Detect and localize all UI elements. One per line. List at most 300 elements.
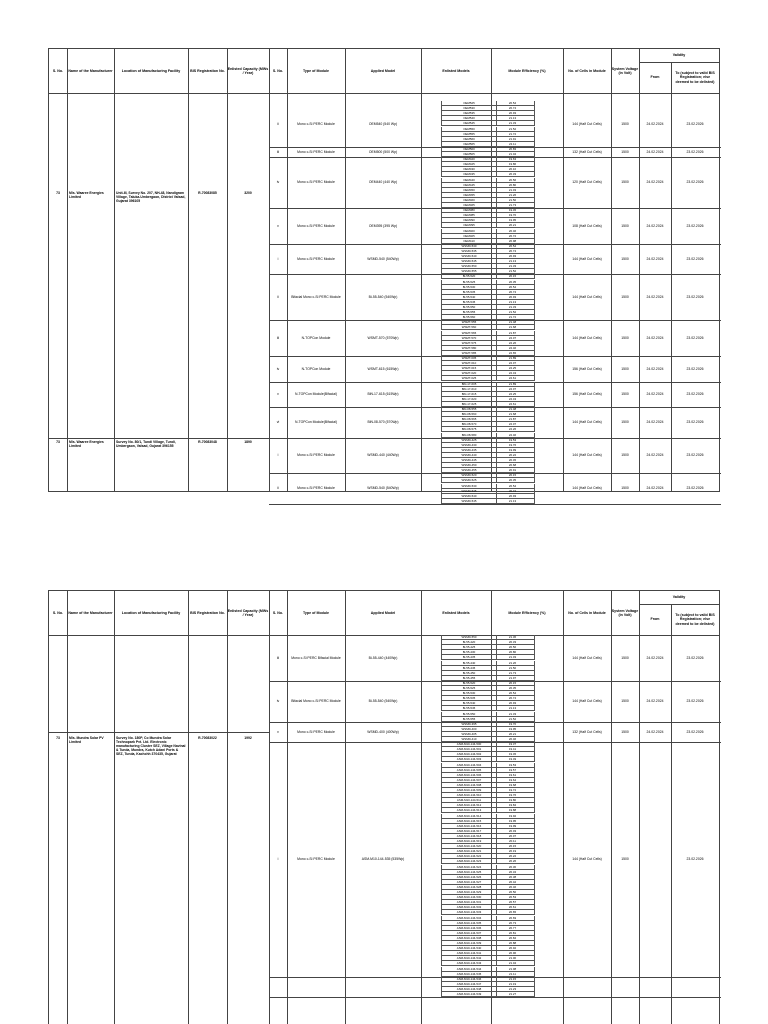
enlisted-model: ASM-M10-144-518 — [441, 834, 497, 839]
enlisted-model: OEM410 — [441, 239, 497, 244]
module-efficiency: 21.52 — [491, 127, 535, 132]
enlisted-model: OEM385 — [441, 213, 497, 218]
header-divider — [49, 93, 719, 94]
sub-serial-number: iii — [276, 655, 280, 660]
enlisted-model: ASM-M10-144-507 — [441, 778, 497, 783]
module-efficiency: 21.26 — [491, 193, 535, 198]
applied-model: Bi-55-440 (440Wp) — [368, 655, 398, 660]
module-type: Mono c-Si PERC Module — [297, 223, 335, 228]
enlisted-model: WSMD-400 — [441, 727, 497, 732]
header-location: Location of Manufacturing Facility — [121, 610, 181, 615]
module-efficiency: 20.30 — [491, 865, 535, 870]
enlisted-model: WSMD-455 — [441, 468, 497, 473]
module-efficiency: 20.84 — [491, 936, 535, 941]
module-efficiency: 19.37 — [491, 742, 535, 747]
enlisted-model: WSMD-520 — [441, 473, 497, 478]
enlisted-model: BiN-17-615 — [441, 392, 497, 397]
sub-serial-number: iii — [276, 149, 280, 154]
enlisted-model: BiN-17-610 — [441, 387, 497, 392]
module-type: Mono c-Si PERC Module — [297, 453, 335, 458]
valid-from: 24.02.2024 — [646, 699, 664, 704]
module-efficiency: 20.74 — [491, 290, 535, 295]
module-efficiency: 22.11 — [491, 142, 535, 147]
module-efficiency: 19.63 — [491, 157, 535, 162]
enlisted-model: BiN-08-560 — [441, 412, 497, 417]
valid-to: 23.02.2026 — [686, 180, 704, 185]
module-efficiency: 20.68 — [491, 463, 535, 468]
sub-serial-number: i — [277, 453, 279, 458]
module-efficiency: 22.65 — [491, 351, 535, 356]
header-sub-s-no: S. No. — [272, 68, 284, 73]
module-efficiency: 21.52 — [491, 269, 535, 274]
enlisted-model: ASM-M10-144-528 — [441, 885, 497, 890]
enlisted-model: Bi-55-520 — [441, 681, 497, 686]
enlisted-model: Bi-55-425 — [441, 645, 497, 650]
cell-count: 120 (Half Cut Cells) — [572, 180, 602, 185]
manufacturing-location: Survey No. 180P, Co Mundra Solar Technopark Pvt. Ltd. Electronic manufacturing Cluster SEZ, Village Navinal & Tunda, Mundra, Kutch Adani Ports & SEZ, Tunda, Kachchh 370435, Gujarat — [116, 736, 186, 757]
enlisted-model: ASM-M10-144-542 — [441, 956, 497, 961]
module-efficiency: 20.34 — [491, 870, 535, 875]
enlisted-model: OEM465 — [441, 203, 497, 208]
enlisted-model: WSMD-550 — [441, 635, 497, 640]
system-voltage: 1500 — [621, 295, 629, 300]
enlisted-model: WSMT-570 — [441, 336, 497, 341]
enlisted-model: ASM-M10-144-530 — [441, 895, 497, 900]
cell-count: 156 (Half Cut Cells) — [572, 392, 602, 397]
column-divider — [421, 591, 422, 1024]
module-efficiency: 21.03 — [491, 655, 535, 660]
bis-registration: R-70083048 — [198, 439, 217, 444]
enlisted-model: Bi-55-525 — [441, 280, 497, 285]
header-applied: Applied Model — [370, 68, 396, 73]
enlisted-model: WSMD-530 — [441, 244, 497, 249]
module-efficiency: 21.87 — [491, 331, 535, 336]
valid-from: 24.02.2024 — [646, 655, 664, 660]
enlisted-model: ASM-M10-144-533 — [441, 910, 497, 915]
module-type: Mono c-Si PERC Module — [297, 121, 335, 126]
module-efficiency: 20.98 — [491, 239, 535, 244]
module-efficiency: 19.84 — [491, 803, 535, 808]
module-efficiency: 20.93 — [491, 494, 535, 499]
enlisted-model: WSMD-410 — [441, 737, 497, 742]
enlisted-model: WSMT-575 — [441, 341, 497, 346]
enlisted-model: OEM530 — [441, 106, 497, 111]
module-efficiency: 21.26 — [491, 661, 535, 666]
enlisted-model: WSMT-580 — [441, 346, 497, 351]
cell-count: 144 (Half Cut Cells) — [572, 256, 602, 261]
module-efficiency: 19.41 — [491, 747, 535, 752]
enlisted-model: BiN-08-565 — [441, 417, 497, 422]
module-type: Mono c-Si PERC Module — [297, 256, 335, 261]
cell-count: 132 (Half Cut Cells) — [572, 729, 602, 734]
applied-model: WSMD-440 (440Wp) — [367, 453, 399, 458]
enlisted-model: OEM565 — [441, 142, 497, 147]
cell-count: 132 (Half Cut Cells) — [572, 149, 602, 154]
enlisted-model: WSMD-425 — [441, 438, 497, 443]
enlisted-model: ASM-M10-144-513 — [441, 808, 497, 813]
module-efficiency: 20.46 — [491, 229, 535, 234]
validity-divider — [639, 62, 719, 63]
cell-count: 144 (Half Cut Cells) — [572, 453, 602, 458]
enlisted-model: OEM400 — [441, 229, 497, 234]
enlisted-model: ASM-M10-144-508 — [441, 783, 497, 788]
enlisted-capacity: 1890 — [244, 439, 252, 444]
module-type: Bifacial Mono c-Si PERC Module — [291, 295, 341, 300]
enlisted-model: ASM-M10-144-525 — [441, 870, 497, 875]
enlisted-model: Bi-55-440 — [441, 661, 497, 666]
module-efficiency: 21.89 — [491, 356, 535, 361]
entry-divider — [49, 732, 269, 733]
module-efficiency: 20.45 — [491, 458, 535, 463]
enlisted-model: OEM560 — [441, 137, 497, 142]
header-location: Location of Manufacturing Facility — [121, 68, 181, 73]
enlisted-model: ASM-M10-144-539 — [441, 941, 497, 946]
enlisted-model: BiN-08-575 — [441, 427, 497, 432]
enlisted-model: ASM-M10-144-500 — [441, 742, 497, 747]
applied-model: WSMT-615 (615Wp) — [367, 366, 399, 371]
enlisted-model: ASM-M10-144-531 — [441, 900, 497, 905]
module-efficiency: 20.74 — [491, 249, 535, 254]
column-divider — [67, 49, 68, 491]
enlisted-model: WSMD-550 — [441, 264, 497, 269]
system-voltage: 1500 — [621, 420, 629, 425]
module-efficiency: 20.35 — [491, 478, 535, 483]
manufacturer-name: M/s. Waaree Energies Limited — [69, 191, 104, 200]
header-sub-s-no: S. No. — [272, 610, 284, 615]
valid-from: 24.02.2024 — [646, 486, 664, 491]
applied-model: WSMD-540 (540Wp) — [367, 486, 399, 491]
module-efficiency: 21.87 — [491, 417, 535, 422]
module-type: Mono c-Si PERC Bifacial Module — [291, 655, 341, 660]
header-manufacturer: Name of the Manufacturer — [68, 610, 113, 615]
module-efficiency: 20.22 — [491, 854, 535, 859]
enlisted-model: ASM-M10-144-548 — [441, 987, 497, 992]
module-efficiency: 19.53 — [491, 763, 535, 768]
module-efficiency: 20.74 — [491, 106, 535, 111]
module-efficiency: 20.38 — [491, 875, 535, 880]
enlisted-model: Bi-55-435 — [441, 655, 497, 660]
module-efficiency: 21.36 — [491, 635, 535, 640]
enlisted-model: BiN-17-605 — [441, 382, 497, 387]
valid-from: 24.02.2024 — [646, 366, 664, 371]
module-efficiency: 20.46 — [491, 885, 535, 890]
system-voltage: 1500 — [621, 857, 629, 862]
module-type: Mono c-Si PERC Module — [297, 149, 335, 154]
enlisted-model: WSMD-435 — [441, 448, 497, 453]
module-efficiency: 20.74 — [491, 696, 535, 701]
valid-to: 23.02.2026 — [686, 149, 704, 154]
column-divider — [227, 591, 228, 1024]
system-voltage: 1500 — [621, 336, 629, 341]
enlisted-model: WSMT-555 — [441, 320, 497, 325]
enlisted-model: ASM-M10-144-519 — [441, 839, 497, 844]
module-efficiency: 21.48 — [491, 407, 535, 412]
bis-registration: R-70083022 — [198, 736, 217, 741]
system-voltage: 1500 — [621, 149, 629, 154]
enlisted-model: OEM390 — [441, 218, 497, 223]
module-efficiency: 21.52 — [491, 717, 535, 722]
module-efficiency: 21.27 — [491, 992, 535, 997]
enlisted-model: WSMD-430 — [441, 443, 497, 448]
module-efficiency: 20.15 — [491, 844, 535, 849]
module-efficiency: 22.46 — [491, 346, 535, 351]
module-efficiency: 19.61 — [491, 773, 535, 778]
valid-from: 24.02.2024 — [646, 149, 664, 154]
valid-from — [639, 742, 671, 977]
enlisted-model: ASM-M10-144-546 — [441, 977, 497, 982]
cell-count: 108 (Half Cut Cells) — [572, 223, 602, 228]
validity-divider — [639, 604, 719, 605]
column-divider — [227, 49, 228, 491]
module-efficiency: 20.35 — [491, 686, 535, 691]
enlisted-model: ASM-M10-144-501 — [441, 747, 497, 752]
enlisted-model: Bi-55-430 — [441, 650, 497, 655]
module-efficiency: 22.26 — [491, 427, 535, 432]
header-from: From — [650, 617, 660, 622]
module-efficiency: 20.83 — [491, 147, 535, 152]
module-efficiency: 21.73 — [491, 671, 535, 676]
enlisted-model: ASM-M10-144-534 — [441, 916, 497, 921]
module-efficiency: 20.53 — [491, 895, 535, 900]
module-efficiency: 20.96 — [491, 951, 535, 956]
enlisted-model: ASM-M10-144-503 — [441, 757, 497, 762]
module-efficiency: 20.54 — [491, 691, 535, 696]
enlisted-model: OEM525 — [441, 101, 497, 106]
valid-to: 23.02.2026 — [686, 699, 704, 704]
module-type: N-TOPCon Module(Bifacial) — [295, 392, 337, 397]
module-type: Mono c-Si PERC Module — [297, 180, 335, 185]
applied-model: WSMT-570 (570Wp) — [367, 336, 399, 341]
enlisted-model: Bi-55-535 — [441, 290, 497, 295]
serial-number: 73 — [56, 736, 60, 741]
module-efficiency: 19.57 — [491, 768, 535, 773]
module-efficiency: 20.46 — [491, 737, 535, 742]
enlisted-model: ASM-M10-144-543 — [441, 961, 497, 966]
column-divider — [188, 49, 189, 491]
module-efficiency: 21.13 — [491, 499, 535, 504]
system-voltage: 1500 — [621, 121, 629, 126]
module-efficiency: 19.99 — [491, 824, 535, 829]
module-efficiency: 22.07 — [491, 336, 535, 341]
module-efficiency: 21.13 — [491, 116, 535, 121]
enlisted-model: WSMD-445 — [441, 458, 497, 463]
module-efficiency: 20.65 — [491, 910, 535, 915]
enlisted-model: OEM505 — [441, 152, 497, 157]
enlisted-model: OEM500 — [441, 147, 497, 152]
module-efficiency: 21.04 — [491, 152, 535, 157]
valid-to: 23.02.2026 — [686, 121, 704, 126]
module-efficiency: 21.13 — [491, 300, 535, 305]
module-efficiency: 21.68 — [491, 325, 535, 330]
enlisted-model: Bi-55-520 — [441, 274, 497, 279]
enlisted-model: Bi-55-540 — [441, 701, 497, 706]
module-efficiency: 22.46 — [491, 433, 535, 438]
module-efficiency: 22.25 — [491, 392, 535, 397]
enlisted-model: Bi-55-550 — [441, 305, 497, 310]
enlisted-model: Bi-55-545 — [441, 300, 497, 305]
module-efficiency: 19.95 — [491, 819, 535, 824]
enlisted-model: ASM-M10-144-517 — [441, 829, 497, 834]
cell-count: 144 (Half Cut Cells) — [572, 121, 602, 126]
valid-to: 23.02.2026 — [686, 453, 704, 458]
manufacturer-name: M/s. Waaree Energies Limited — [69, 439, 104, 448]
header-to: To (subject to valid BIS Registration; else deemed to be delisted) — [675, 70, 715, 84]
applied-model: ASM-M10-144-535 (535Wp) — [361, 857, 405, 862]
enlisted-model: WSMT-625 — [441, 376, 497, 381]
module-efficiency: 20.21 — [491, 732, 535, 737]
enlisted-model: BiN-17-620 — [441, 397, 497, 402]
enlisted-model: ASM-M10-144-514 — [441, 814, 497, 819]
module-efficiency: 21.23 — [491, 987, 535, 992]
valid-from: 24.02.2024 — [646, 392, 664, 397]
valid-from: 24.02.2024 — [646, 420, 664, 425]
enlisted-model: Bi-55-540 — [441, 295, 497, 300]
enlisted-model: OEM555 — [441, 132, 497, 137]
enlisted-model: ASM-M10-144-510 — [441, 793, 497, 798]
header-s-no: S. No. — [52, 68, 64, 73]
header-validity: Validity — [672, 595, 686, 600]
enlisted-model: Bi-55-525 — [441, 686, 497, 691]
valid-from: 24.02.2024 — [646, 256, 664, 261]
module-efficiency: 19.49 — [491, 757, 535, 762]
valid-from: 24.02.2024 — [646, 295, 664, 300]
applied-model: BiN-17-615 (615Wp) — [367, 392, 399, 397]
header-capacity: Enlisted Capacity (MWs / Year) — [227, 608, 269, 617]
module-efficiency: 20.91 — [491, 468, 535, 473]
module-efficiency: 21.97 — [491, 676, 535, 681]
enlisted-model: ASM-M10-144-512 — [441, 803, 497, 808]
valid-from: 24.02.2024 — [646, 121, 664, 126]
module-efficiency: 21.33 — [491, 264, 535, 269]
header-applied: Applied Model — [370, 610, 396, 615]
module-efficiency: 20.69 — [491, 916, 535, 921]
sub-serial-number: iii — [276, 336, 280, 341]
enlisted-model: OEM540 — [441, 116, 497, 121]
enlisted-model: OEM380 — [441, 208, 497, 213]
module-efficiency: 21.13 — [491, 259, 535, 264]
enlisted-model: ASM-M10-144-520 — [441, 844, 497, 849]
enlisted-model: OEM545 — [441, 121, 497, 126]
header-type: Type of Module — [302, 68, 330, 73]
enlisted-model: OEM550 — [441, 127, 497, 132]
bis-registration: R-70083085 — [198, 191, 217, 195]
enlisted-model: WSMD-540 — [441, 494, 497, 499]
module-efficiency: 20.61 — [491, 905, 535, 910]
enlisted-model: WSMT-620 — [441, 371, 497, 376]
cell-count: 144 (Half Cut Cells) — [572, 486, 602, 491]
module-efficiency: 22.61 — [491, 402, 535, 407]
enlisted-model: ASM-M10-144-526 — [441, 875, 497, 880]
module-efficiency: 21.33 — [491, 121, 535, 126]
valid-to: 23.02.2026 — [686, 655, 704, 660]
enlisted-model: Bi-55-445 — [441, 666, 497, 671]
valid-to: 23.02.2026 — [686, 223, 704, 228]
cell-count: 144 (Half Cut Cells) — [572, 857, 602, 862]
valid-to: 23.02.2026 — [686, 857, 704, 862]
valid-to: 23.02.2026 — [686, 420, 704, 425]
valid-to: 23.02.2026 — [686, 295, 704, 300]
module-efficiency: 19.99 — [491, 448, 535, 453]
module-efficiency: 21.03 — [491, 188, 535, 193]
enlisted-model: ASM-M10-144-524 — [441, 865, 497, 870]
module-efficiency: 20.54 — [491, 101, 535, 106]
module-type: N-TOPCon Module — [301, 336, 331, 341]
enlisted-model: BiN-08-580 — [441, 433, 497, 438]
enlisted-model: WSMD-555 — [441, 269, 497, 274]
enlisted-model: OEM450 — [441, 188, 497, 193]
system-voltage: 1500 — [621, 256, 629, 261]
enlisted-model: ASM-M10-144-547 — [441, 982, 497, 987]
module-efficiency: 19.72 — [491, 788, 535, 793]
module-efficiency: 20.42 — [491, 880, 535, 885]
enlisted-model: ASM-M10-144-515 — [441, 819, 497, 824]
module-efficiency: 22.61 — [491, 376, 535, 381]
module-type: N-TOPCon Module(Bifacial) — [295, 420, 337, 425]
header-voltage: System Voltage (in Volt) — [611, 608, 639, 617]
enlisted-model: WSMT-605 — [441, 356, 497, 361]
enlisted-model: ASM-M10-144-511 — [441, 798, 497, 803]
enlisted-model: OEM420 — [441, 157, 497, 162]
system-voltage: 1500 — [621, 699, 629, 704]
module-efficiency: 19.70 — [491, 722, 535, 727]
module-efficiency: 19.95 — [491, 727, 535, 732]
module-efficiency: 20.57 — [491, 900, 535, 905]
column-divider — [67, 591, 68, 1024]
system-voltage: 1500 — [621, 729, 629, 734]
enlisted-model: ASM-M10-144-540 — [441, 946, 497, 951]
serial-number: 73 — [56, 439, 60, 444]
module-efficiency: 21.11 — [491, 972, 535, 977]
header-s-no: S. No. — [52, 610, 64, 615]
module-efficiency: 20.77 — [491, 926, 535, 931]
cell-count: 144 (Half Cut Cells) — [572, 655, 602, 660]
enlisted-model: WSMT-585 — [441, 351, 497, 356]
module-efficiency: 20.21 — [491, 223, 535, 228]
module-efficiency: 21.48 — [491, 320, 535, 325]
sub-serial-number: iv — [276, 699, 280, 704]
header-efficiency: Module Efficiency (%) — [508, 68, 546, 73]
header-to: To (subject to valid BIS Registration; else deemed to be delisted) — [675, 612, 715, 626]
module-efficiency: 20.35 — [491, 280, 535, 285]
applied-model: OEM395 (395 Wp) — [368, 223, 398, 228]
valid-to: 23.02.2026 — [686, 392, 704, 397]
module-efficiency: 21.52 — [491, 310, 535, 315]
module-efficiency: 20.88 — [491, 941, 535, 946]
enlisted-model: BiN-08-570 — [441, 422, 497, 427]
row-divider — [269, 504, 721, 505]
module-efficiency: 19.88 — [491, 808, 535, 813]
manufacturer-name: M/s. Mundra Solar PV Limited — [69, 736, 104, 745]
enlisted-model: OEM395 — [441, 223, 497, 228]
enlisted-model: BiN-17-625 — [441, 402, 497, 407]
module-efficiency: 21.13 — [491, 706, 535, 711]
header-from: From — [650, 75, 660, 80]
module-efficiency: 20.93 — [491, 295, 535, 300]
module-efficiency: 21.00 — [491, 956, 535, 961]
table-page-1 — [48, 48, 720, 503]
column-divider — [188, 591, 189, 1024]
column-divider — [421, 49, 422, 491]
module-efficiency: 21.19 — [491, 982, 535, 987]
valid-to: 23.02.2026 — [686, 366, 704, 371]
module-efficiency: 21.15 — [491, 977, 535, 982]
enlisted-model: WSMD-440 — [441, 453, 497, 458]
module-efficiency: 21.33 — [491, 712, 535, 717]
sub-serial-number: vi — [276, 420, 280, 425]
sub-serial-number: v — [277, 729, 279, 734]
module-type: Mono c-Si PERC Module — [297, 857, 335, 862]
valid-to: 23.02.2026 — [686, 336, 704, 341]
